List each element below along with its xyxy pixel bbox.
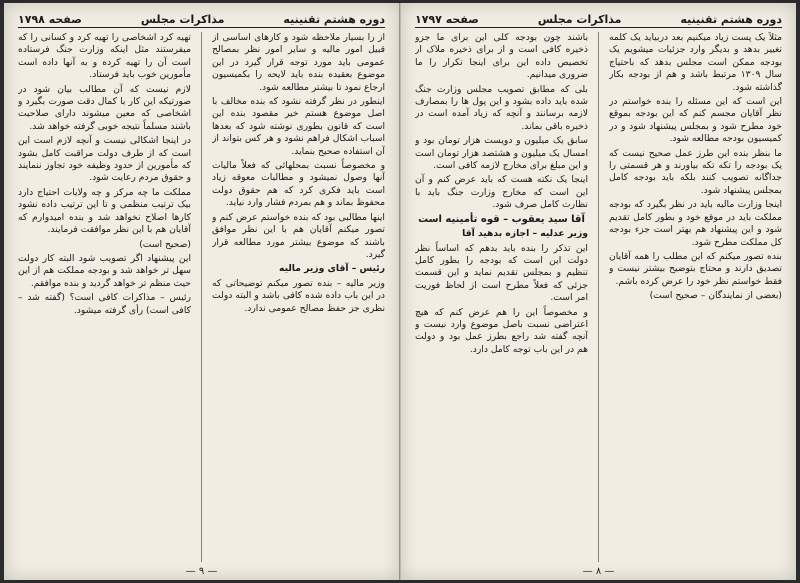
column-right [609,32,782,562]
column-left [18,32,191,562]
text-columns [415,32,782,562]
page-header [415,11,782,28]
paragraph: سابق یک میلیون و دویست هزار تومان بود و امسال یک میلیون و هشتصد هزار تومان است و این مبلغ برای مخارج لازمه کافی است. [415,135,588,172]
footer-page-number: ۸ [595,566,602,577]
right-page [400,3,796,580]
paragraph: رئیس – مذاکرات کافی است؟ (گفته شد – کافی است) رأی گرفته میشود. [18,292,191,316]
speaker-line: رئیس – آقای وزیر مالیه [279,263,385,275]
paragraph: این تذکر را بنده باید بدهم که اساساً نظر دولت این است که بودجه را بطور کامل تنظیم و بمجلس تقدیم نماید و این قسمت جزئی که فعلاً مطرح است از لحاظ فوریت امر است. [415,242,588,304]
book-spread [4,3,796,580]
paragraph: اینطور در نظر گرفته نشود که بنده مخالف با اصل موضوع هستم خیر مقصود بنده این است که قانون بطوری نوشته شود که بعدها اسباب اشکال فراهم نشود و هر کس بتواند از آن استفاده صحیح بنماید. [212,96,385,157]
header-title: مذاکرات مجلس [140,12,225,26]
paragraph: تهیه کرد اشخاصی را تهیه کرد و کسانی را که میفرستند مثل اینکه وزارت جنگ فرستاده است آن را تهیه کرده و به آنها داده است مأمورین خوب باید فرستاد. [18,32,191,81]
speaker-line: وزیر عدلیه – اجازه بدهید آقا [462,228,588,240]
section-heading: آقا سید یعقوب – قوه تأمینیه است [418,213,585,225]
session-label: دوره هشتم تقنینیه [680,12,782,26]
page-number-label: صفحه ۱۷۹۷ [415,12,479,26]
page-number-label: صفحه ۱۷۹۸ [18,12,82,26]
paragraph: مملکت ما چه مرکز و چه ولایات احتیاج دارد بیک ترتیب منظمی و تا این ترتیب داده نشود کارها اصلاح نخواهد شد و بنده امیدوارم که آقایان هم با این نظر موافقت فرمایند. [18,186,191,236]
paragraph: از را بسیار ملاحظه شود و کارهای اساسی از قبیل امور مالیه و سایر امور نظر بمصالح عمومی باید مورد توجه قرار گیرد در این موضوع بعقیده بنده باید لایحه را بکمیسیون ارجاع نمود تا بیشتر مطالعه شود. [212,32,385,93]
paragraph: در اینجا اشکالی نیست و آنچه لازم است این است که از طرف دولت مراقبت کامل بشود که مأمورین از حدود وظیفه خود تجاوز ننمایند و حقوق مردم رعایت شود. [18,135,191,184]
paragraph: وزیر مالیه – بنده تصور میکنم توضیحاتی که در این باب داده شده کافی باشد و البته دولت نظری جز حفظ مصالح عمومی ندارد. [212,277,385,314]
footer-page-number: ۹ [198,566,205,577]
paragraph: بنده تصور میکنم که این مطلب را همه آقایان تصدیق دارند و محتاج بتوضیح بیشتر نیست و فقط خواستم نظر خود را عرض کرده باشم. [609,250,782,287]
paragraph: این است که این مسئله را بنده خواستم در نظر آقایان مجسم کنم که این بودجه بموقع خود مطرح شود و بمجلس پیشنهاد شود و در کمیسیون بودجه مطالعه شود. [609,96,782,145]
paragraph: ما بنظر بنده این طرز عمل صحیح نیست که یک بودجه را تکه تکه بیاورند و هر قسمتی را جداگانه تصویب کنند بلکه باید بودجه کامل بمجلس پیشنهاد شود. [609,147,782,196]
page-footer: — ۸ — [582,566,615,577]
page-header [18,11,385,28]
paragraph: و مخصوصاً نسبت بمحلهائی که فعلاً مالیات آنها وصول نمیشود و مطالبات معوقه زیاد است باید فکری کرد که هم حقوق دولت محفوظ بماند و هم بمردم فشار وارد نیاید. [212,160,385,209]
paragraph: این پیشنهاد اگر تصویب شود البته کار دولت سهل تر خواهد شد و بودجه مملکت هم از این حیث منظم تر خواهد گردید و بنده موافقم. [18,252,191,289]
header-title: مذاکرات مجلس [537,12,622,26]
column-right [212,32,385,562]
column-left [415,32,588,562]
paragraph: بلی که مطابق تصویب مجلس وزارت جنگ شده باید داده بشود و این پول ها را بمصارف لازمه برسانند و آنچه که زیاد آمده است در ذخیره باقی بماند. [415,83,588,132]
paragraph: باشند چون بودجه کلی این برای ما جزو ذخیره کافی است و از برای ذخیره ملاک ار تخصیص داده این برای اینجا تکرار را ما ضروری میدانیم. [415,32,588,81]
left-page [4,3,400,580]
paragraph: اینجا وزارت مالیه باید در نظر بگیرد که بودجه مملکت باید در موقع خود و بطور کامل تقدیم شود و این پیشنهاد هم بهتر است جزء بودجه کل مملکت مطرح شود. [609,199,782,248]
column-divider [201,32,202,562]
session-label: دوره هشتم تقنینیه [283,12,385,26]
paragraph: لازم نیست که آن مطالب بیان شود در صورتیکه این کار با کمال دقت صورت بگیرد و اشخاصی که معین میشوند دارای صلاحیت باشند مسلماً نتیجه خوبی گرفته خواهد شد. [18,83,191,132]
paragraph: اینجا یک نکته هست که باید عرض کنم و آن این است که مخارج وزارت جنگ باید با نظارت کامل صرف شود. [415,174,588,211]
paragraph: (صحیح است) [139,238,191,250]
column-divider [598,32,599,562]
paragraph: مثلاً یک پست زیاد میکنیم بعد دربیاید یک کلمه تغییر بدهد و بدیگر وارد جزئیات میشویم یک بودجه ممکن است مجلس بدهد که باحتیاج سال ۱۳۰۹ مرتبط باشد و هم از بودجه بکار گذاشته شود. [609,32,782,93]
paragraph: اینها مطالبی بود که بنده خواستم عرض کنم و تصور میکنم آقایان هم با این نظر موافق باشند که موضوع بیشتر مورد مطالعه قرار گیرد. [212,211,385,260]
paragraph: (بعضی از نمایندگان – صحیح است) [649,290,782,302]
page-footer: — ۹ — [185,566,218,577]
text-columns [18,32,385,562]
paragraph: و مخصوصاً این را هم عرض کنم که هیچ اعتراضی نسبت باصل موضوع وارد نیست و آنچه گفته شد راجع بطرز عمل بود و دولت هم در این باب توجه کامل دارد. [415,306,588,355]
